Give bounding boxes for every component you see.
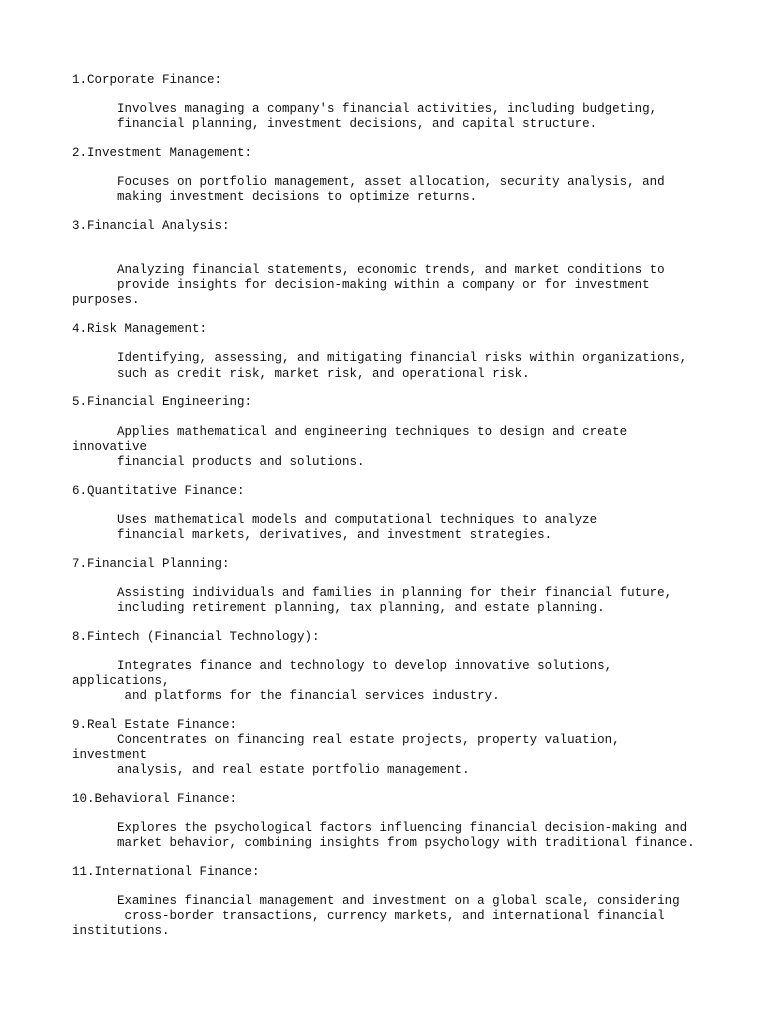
section-body-line: Focuses on portfolio management, asset allocation, security analysis, and xyxy=(72,175,665,189)
section-body-line: institutions. xyxy=(72,924,170,938)
section-heading: 8.Fintech (Financial Technology): xyxy=(72,630,320,644)
section-body-line: analysis, and real estate portfolio management. xyxy=(72,763,470,777)
section-heading: 11.International Finance: xyxy=(72,865,260,879)
section-body-line: market behavior, combining insights from psychology with traditional finance. xyxy=(72,836,695,850)
section-heading: 4.Risk Management: xyxy=(72,322,208,336)
section-body-line: including retirement planning, tax planning, and estate planning. xyxy=(72,601,605,615)
section-body-line: provide insights for decision-making within a company or for investment xyxy=(72,278,650,292)
section-body-line: Analyzing financial statements, economic trends, and market conditions to xyxy=(72,263,665,277)
section-body-line: such as credit risk, market risk, and operational risk. xyxy=(72,367,530,381)
section-body-line: and platforms for the financial services industry. xyxy=(72,689,500,703)
section-body-line: Integrates finance and technology to develop innovative solutions, xyxy=(72,659,613,673)
section-body-line: Applies mathematical and engineering techniques to design and create xyxy=(72,425,628,439)
section-heading: 7.Financial Planning: xyxy=(72,557,230,571)
section-body-line: financial products and solutions. xyxy=(72,455,365,469)
section-body-line: cross-border transactions, currency markets, and international financial xyxy=(72,909,665,923)
section-body-line: applications, xyxy=(72,674,170,688)
section-heading: 1.Corporate Finance: xyxy=(72,73,223,87)
section-body-line: making investment decisions to optimize returns. xyxy=(72,190,478,204)
section-body-line: investment xyxy=(72,748,148,762)
section-heading: 9.Real Estate Finance: xyxy=(72,718,238,732)
section-body-line: Uses mathematical models and computational techniques to analyze xyxy=(72,513,598,527)
section-body-line: Examines financial management and investment on a global scale, considering xyxy=(72,894,680,908)
section-body-line: purposes. xyxy=(72,293,140,307)
section-body-line: Concentrates on financing real estate projects, property valuation, xyxy=(72,733,620,747)
section-body-line: financial planning, investment decisions, and capital structure. xyxy=(72,117,598,131)
section-body-line: Identifying, assessing, and mitigating financial risks within organizations, xyxy=(72,351,688,365)
section-body-line: financial markets, derivatives, and investment strategies. xyxy=(72,528,553,542)
section-heading: 3.Financial Analysis: xyxy=(72,219,230,233)
section-body-line: Assisting individuals and families in planning for their financial future, xyxy=(72,586,673,600)
section-heading: 2.Investment Management: xyxy=(72,146,253,160)
section-body-line: innovative xyxy=(72,440,148,454)
section-heading: 5.Financial Engineering: xyxy=(72,395,253,409)
section-body-line: Involves managing a company's financial activities, including budgeting, xyxy=(72,102,658,116)
section-body-line: Explores the psychological factors influencing financial decision-making and xyxy=(72,821,688,835)
section-heading: 10.Behavioral Finance: xyxy=(72,792,238,806)
section-heading: 6.Quantitative Finance: xyxy=(72,484,245,498)
